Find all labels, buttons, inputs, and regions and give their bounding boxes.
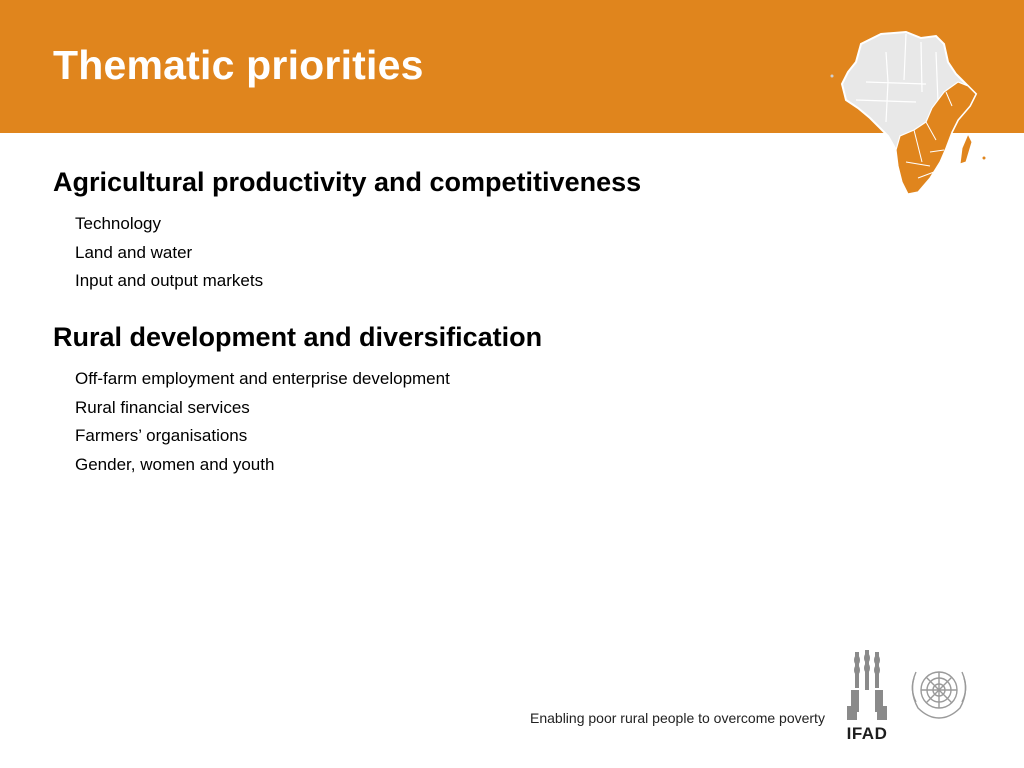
section-heading: Agricultural productivity and competitiveness: [53, 167, 642, 197]
list-item: Technology: [75, 214, 162, 233]
section-rural: [53, 321, 542, 480]
slide-title: Thematic priorities: [53, 42, 424, 88]
bullet-list: [75, 365, 542, 480]
section-heading: Rural development and diversification: [53, 322, 543, 352]
ifad-logo-text: IFAD: [846, 724, 888, 743]
section-agricultural: [53, 166, 641, 296]
list-item: Land and water: [75, 242, 193, 262]
list-item: Off-farm employment and enterprise development: [75, 369, 450, 388]
africa-map-icon: [826, 22, 994, 200]
bullet-list: [75, 210, 641, 296]
un-emblem-icon: [904, 662, 974, 722]
footer-tagline: Enabling poor rural people to overcome poverty: [530, 710, 825, 726]
list-item: Rural financial services: [75, 397, 250, 417]
list-item: Input and output markets: [75, 271, 264, 291]
list-item: Gender, women and youth: [75, 455, 275, 475]
list-item: Farmers’ organisations: [75, 426, 248, 446]
